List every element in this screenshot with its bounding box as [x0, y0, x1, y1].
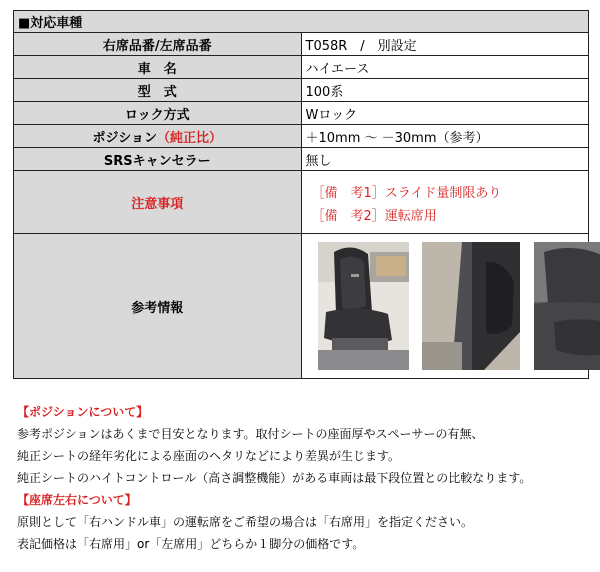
reference-label: 参考情報 — [14, 234, 302, 379]
position-label-note: （純正比） — [156, 130, 222, 146]
model-value: 100系 — [301, 79, 589, 102]
table-row — [14, 102, 589, 125]
table-row — [14, 33, 589, 56]
table-row — [14, 125, 589, 148]
seat-side-note-line: 表記価格は「右席用」or「左席用」どちらか１脚分の価格です。 — [17, 537, 365, 551]
position-label — [14, 125, 302, 148]
car-name-value: ハイエース — [301, 56, 589, 79]
seat-photo-closeup — [534, 242, 600, 370]
compatibility-table — [13, 10, 589, 379]
lock-type-value: Wロック — [301, 102, 589, 125]
part-number-label: 右席品番/左席品番 — [14, 33, 302, 56]
position-value: ＋10mm 〜 －30mm（参考） — [301, 125, 589, 148]
position-label-text: ポジション — [92, 130, 157, 146]
seat-photo-side — [422, 242, 520, 370]
car-name-label: 車 名 — [14, 56, 302, 79]
model-label: 型 式 — [14, 79, 302, 102]
table-row — [14, 171, 589, 234]
caution-line-1: ［備 考1］スライド量制限あり — [311, 186, 502, 201]
reference-photos-cell — [301, 234, 589, 379]
seat-side-note-line: 原則として「右ハンドル車」の運転席をご希望の場合は「右席用」を指定ください。 — [17, 515, 474, 529]
part-number-value: T058R / 別設定 — [301, 33, 589, 56]
position-note-line: 純正シートの経年劣化による座面のヘタリなどにより差異が生じます。 — [17, 449, 401, 463]
position-note-line: 参考ポジションはあくまで目安となります。取付シートの座面厚やスペーサーの有無、 — [17, 427, 484, 441]
caution-label: 注意事項 — [14, 171, 302, 234]
table-header: ■対応車種 — [14, 11, 589, 33]
srs-canceller-value: 無し — [301, 148, 589, 171]
position-notes-heading: 【ポジションについて】 — [17, 405, 149, 419]
caution-cell — [301, 171, 589, 234]
lock-type-label: ロック方式 — [14, 102, 302, 125]
table-row — [14, 148, 589, 171]
position-note-line: 純正シートのハイトコントロール（高さ調整機能）がある車両は最下段位置との比較なります。 — [17, 471, 532, 485]
notes-section — [17, 401, 592, 555]
seat-photo-front — [318, 242, 409, 370]
table-row — [14, 79, 589, 102]
seat-side-heading: 【座席左右について】 — [17, 493, 137, 507]
table-row — [14, 56, 589, 79]
srs-canceller-label: SRSキャンセラー — [14, 148, 302, 171]
caution-line-2: ［備 考2］運転席用 — [311, 209, 437, 224]
table-row — [14, 234, 589, 379]
